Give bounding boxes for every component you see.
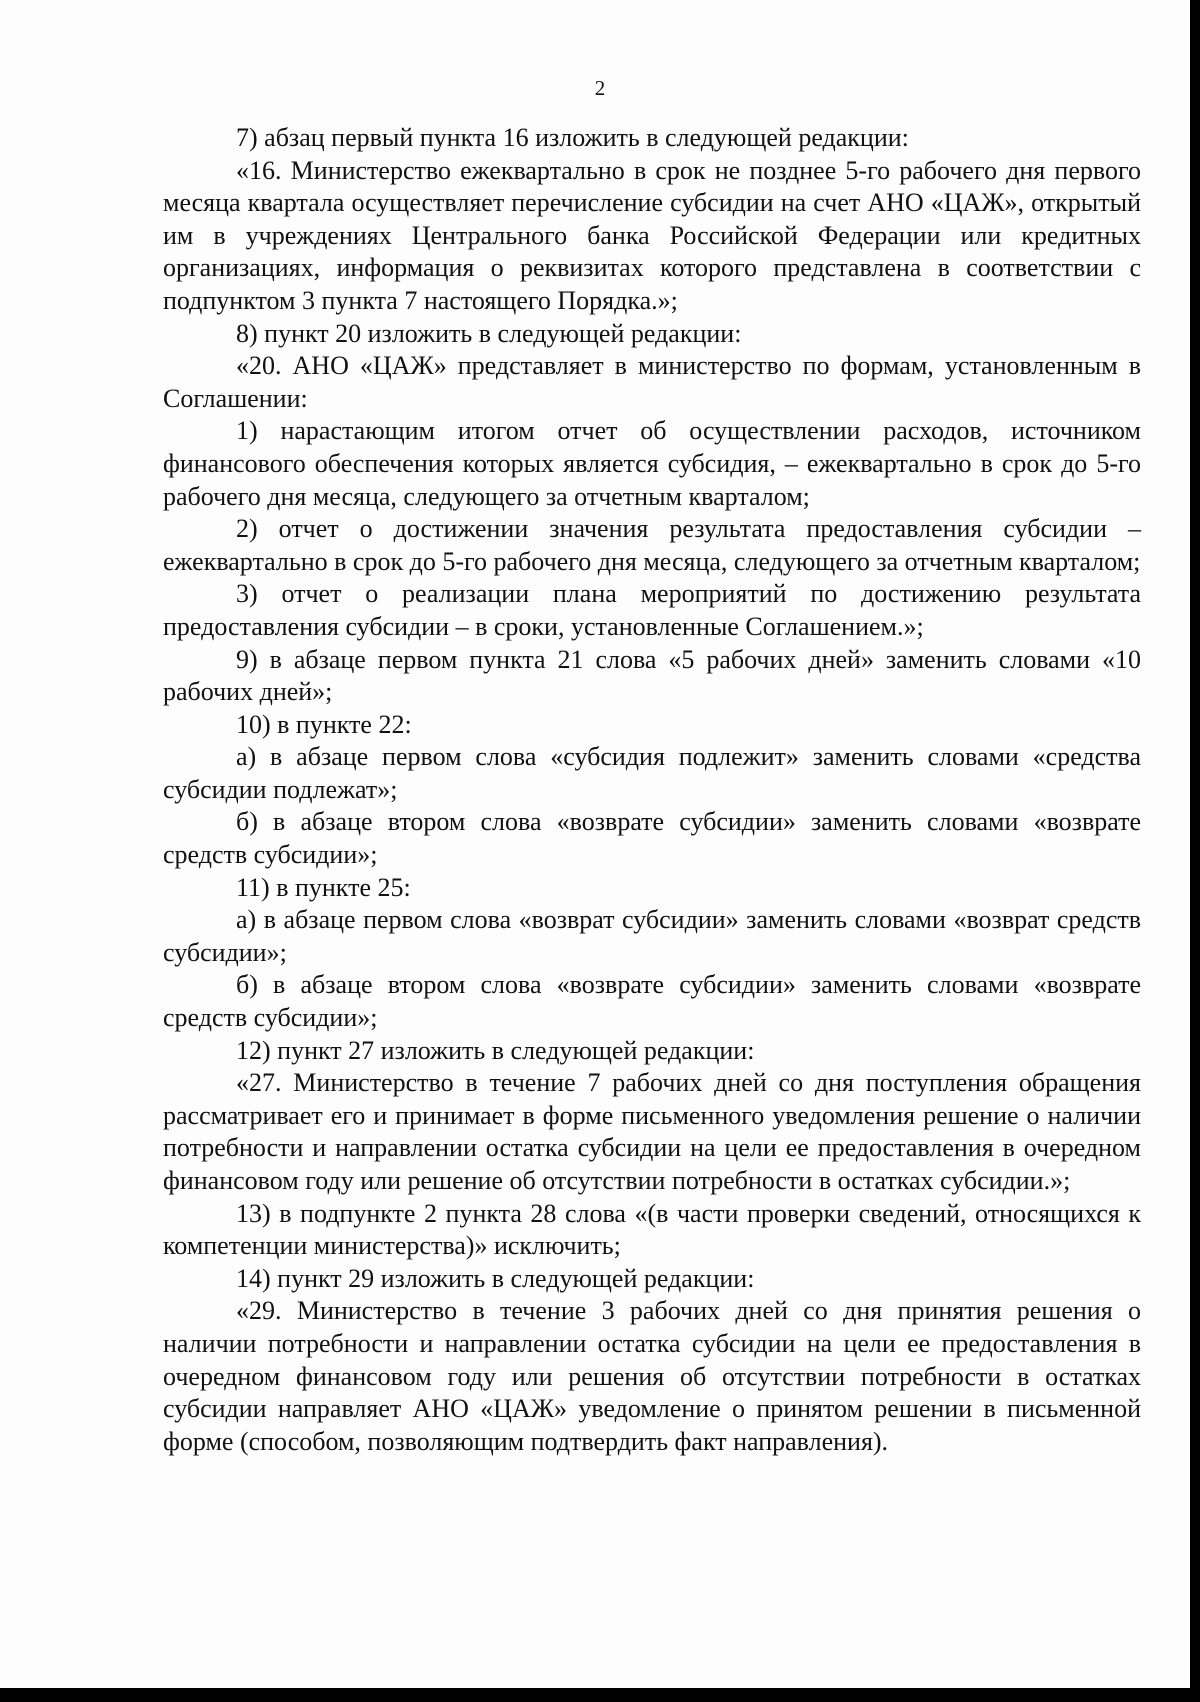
paragraph-item-12: 12) пункт 27 изложить в следующей редакции: bbox=[236, 1035, 755, 1065]
scan-border-right bbox=[1190, 0, 1200, 1702]
paragraph-clause-16: «16. Министерство ежеквартально в срок не позднее 5-го рабочего дня первого месяца квартала осуществляет перечисление субсидии на счет АНО «ЦАЖ», открытый им в учреждениях Центрального банка Российской Федерации или кредитных организациях, информация о реквизитах которого представлена в соответствии с подпунктом 3 пункта 7 настоящего Порядка.»; bbox=[163, 155, 1141, 315]
document-body bbox=[163, 122, 1141, 1458]
page-number: 2 bbox=[594, 76, 606, 100]
paragraph-item-11a: а) в абзаце первом слова «возврат субсидии» заменить словами «возврат средств субсидии»; bbox=[163, 905, 1141, 967]
scan-border-bottom bbox=[0, 1688, 1200, 1702]
paragraph-clause-27: «27. Министерство в течение 7 рабочих дней со дня поступления обращения рассматривает его и принимает в форме письменного уведомления решение о наличии потребности и направлении остатка субсидии на цели ее предоставления в очередном финансовом году или решение об отсутствии потребности в остатках субсидии.»; bbox=[163, 1068, 1141, 1195]
paragraph-item-14: 14) пункт 29 изложить в следующей редакции: bbox=[236, 1263, 755, 1293]
paragraph-item-8: 8) пункт 20 изложить в следующей редакции: bbox=[236, 318, 742, 348]
paragraph-item-10a: а) в абзаце первом слова «субсидия подлежит» заменить словами «средства субсидии подлежат»; bbox=[163, 742, 1141, 804]
paragraph-item-7: 7) абзац первый пункта 16 изложить в следующей редакции: bbox=[236, 123, 909, 152]
paragraph-item-13: 13) в подпункте 2 пункта 28 слова «(в части проверки сведений, относящихся к компетенции министерства)» исключить; bbox=[163, 1198, 1141, 1261]
paragraph-subitem-1: 1) нарастающим итогом отчет об осуществлении расходов, источником финансового обеспечения которых является субсидия, – ежеквартально в срок до 5-го рабочего дня месяца, следующего за отчетным кварталом; bbox=[163, 416, 1141, 511]
paragraph-item-11b: б) в абзаце втором слова «возврате субсидии» заменить словами «возврате средств субсидии»; bbox=[163, 970, 1141, 1033]
paragraph-item-10: 10) в пункте 22: bbox=[236, 709, 412, 739]
paragraph-item-10b: б) в абзаце втором слова «возврате субсидии» заменить словами «возврате средств субсидии»; bbox=[163, 807, 1141, 870]
paragraph-item-11: 11) в пункте 25: bbox=[236, 872, 411, 902]
paragraph-clause-29: «29. Министерство в течение 3 рабочих дней со дня принятия решения о наличии потребности и направлении остатка субсидии на цели ее предоставления в очередном финансовом году или решения об отсутствии потребности в остатках субсидии направляет АНО «ЦАЖ» уведомление о принятом решении в письменной форме (способом, позволяющим подтвердить факт направления). bbox=[163, 1296, 1141, 1456]
paragraph-item-9: 9) в абзаце первом пункта 21 слова «5 рабочих дней» заменить словами «10 рабочих дней»; bbox=[163, 644, 1141, 707]
paragraph-subitem-3: 3) отчет о реализации плана мероприятий по достижению результата предоставления субсидии – в сроки, установленные Соглашением.»; bbox=[163, 579, 1141, 641]
paragraph-clause-20: «20. АНО «ЦАЖ» представляет в министерство по формам, установленным в Соглашении: bbox=[163, 351, 1141, 413]
paragraph-subitem-2: 2) отчет о достижении значения результата предоставления субсидии – ежеквартально в срок до 5-го рабочего дня месяца, следующего за отчетным кварталом; bbox=[163, 514, 1141, 576]
